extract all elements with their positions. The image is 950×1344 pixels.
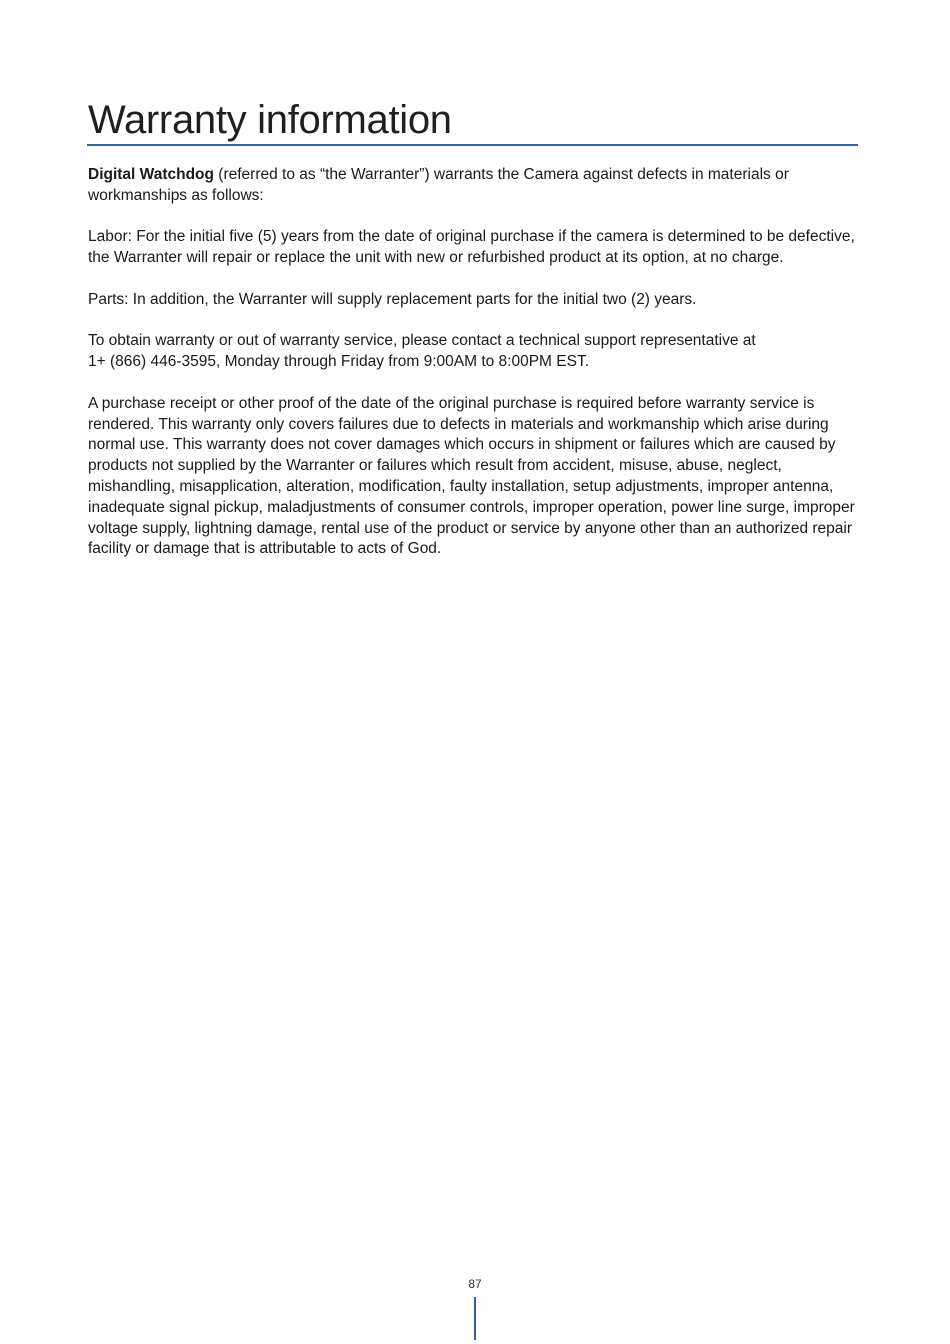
support-phone-hours: 1+ (866) 446-3595, Monday through Friday from 9:00AM to 8:00PM EST.: [88, 353, 590, 371]
terms-paragraph: A purchase receipt or other proof of the date of the original purchase is required before warranty service is rendered. This warranty only covers failures due to defects in materials and workmanship which arise during normal use. This warranty does not cover damages which occurs in shipment or failures which are caused by products not supplied by the Warranter or failures which result from accident, misuse, abuse, neglect, mishandling, misapplication, alteration, modification, faulty installation, setup adjustments, improper antenna, inadequate signal pickup, maladjustments of consumer controls, improper operation, power line surge, improper voltage supply, lightning damage, rental use of the product or service by anyone other than an authorized repair facility or damage that is attributable to acts of God.: [88, 394, 855, 558]
service-text: To obtain warranty or out of warranty service, please contact a technical support representative at: [88, 332, 756, 350]
warranty-body: [88, 165, 860, 581]
company-name: Digital Watchdog: [88, 166, 214, 183]
intro-paragraph: [88, 165, 860, 207]
service-paragraph: [88, 331, 860, 373]
intro-text: (referred to as “the Warranter”) warrants the Camera against defects in materials or workmanships as follows:: [88, 166, 789, 204]
page-marker-line: [474, 1297, 476, 1340]
title-underline-rule: [87, 144, 858, 146]
page-title: Warranty information: [88, 98, 452, 142]
labor-paragraph: Labor: For the initial five (5) years from the date of original purchase if the camera is determined to be defective, the Warranter will repair or replace the unit with new or refurbished product at its option, at no charge.: [88, 228, 855, 267]
page-number: 87: [468, 1277, 482, 1291]
parts-paragraph: Parts: In addition, the Warranter will supply replacement parts for the initial two (2) years.: [88, 290, 697, 308]
